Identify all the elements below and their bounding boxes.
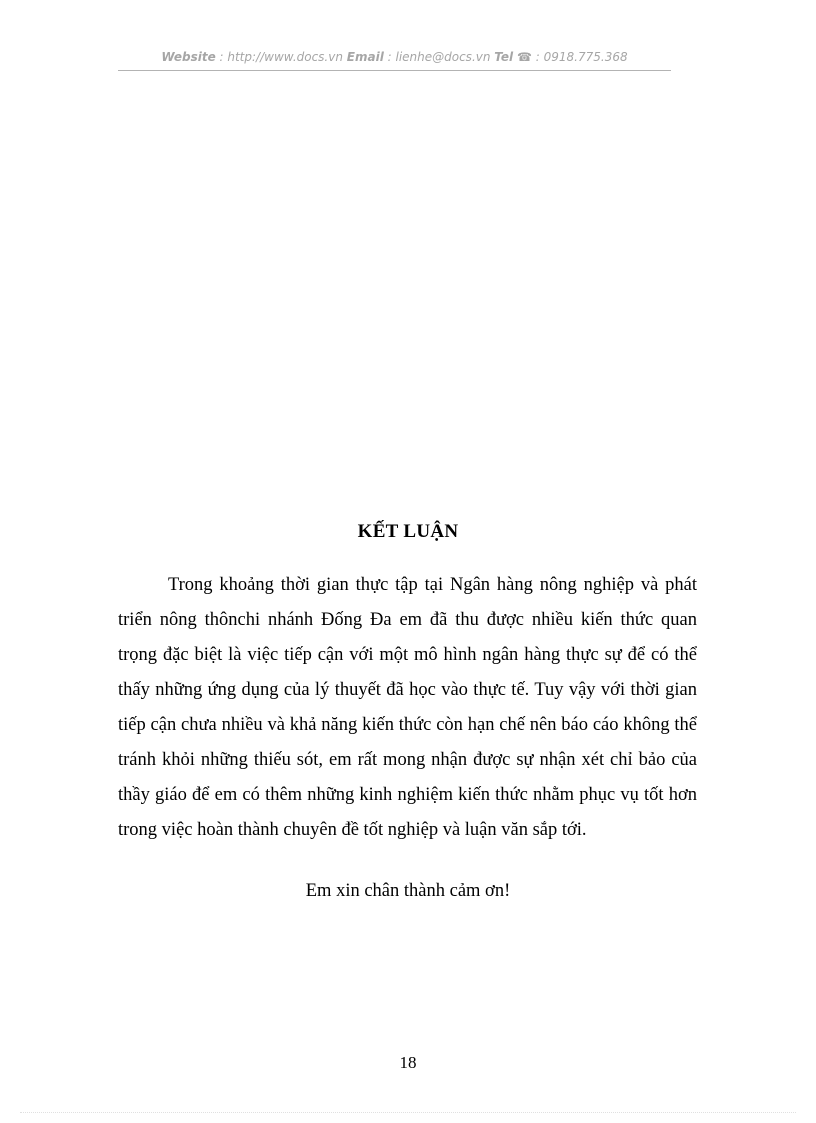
tel-value: : 0918.775.368 bbox=[531, 50, 628, 64]
page-bottom-edge bbox=[20, 1112, 796, 1113]
closing-line: Em xin chân thành cảm ơn! bbox=[305, 881, 511, 901]
body-paragraph: Trong khoảng thời gian thực tập tại Ngân hàng nông nghiệp và phát triển nông thônchi nhánh Đống Đa em đã thu được nhiều kiến thức quan trọng đặc biệt là việc tiếp cận với một mô hình ngân hàng thực sự để có thể thấy những ứng dụng của lý thuyết đã học vào thực tế. Tuy vậy với thời gian tiếp cận chưa nhiều và khả năng kiến thức còn hạn chế nên báo cáo không thể tránh khỏi những thiếu sót, em rất mong nhận được sự nhận xét chỉ bảo của thầy giáo để em có thêm những kinh nghiệm kiến thức nhằm phục vụ tốt hơn trong việc hoàn thành chuyên đề tốt nghiệp và luận văn sắp tới. bbox=[118, 575, 697, 840]
phone-icon: ☎ bbox=[517, 50, 532, 64]
email-value: : lienhe@docs.vn bbox=[383, 50, 495, 64]
page-number: 18 bbox=[399, 1053, 417, 1072]
header-divider bbox=[118, 70, 671, 71]
tel-label: Tel bbox=[494, 50, 514, 64]
page-header bbox=[118, 50, 671, 64]
website-value: : http://www.docs.vn bbox=[215, 50, 347, 64]
email-label: Email bbox=[346, 50, 384, 64]
section-title: KẾT LUẬN bbox=[357, 521, 459, 542]
website-label: Website bbox=[161, 50, 216, 64]
